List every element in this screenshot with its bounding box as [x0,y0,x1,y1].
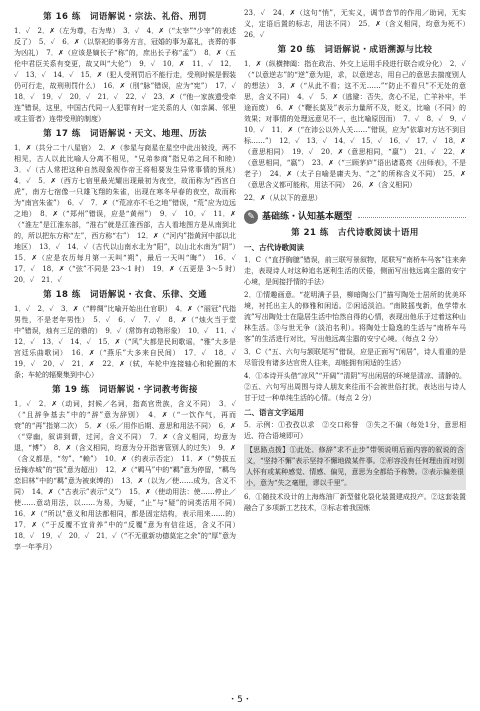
section-title: 第 21 练 古代诗歌阅读十语用 [291,228,419,238]
answer-paragraph: 1．✓ 2．✓ 3．✗（“粹绸”比喻开始出仕官职） 4．✗（“丽冠”代指男性，不是老年男性） 5．✓ 6．✓ 7．✓ 8．✗（“烛火当于堂中”错误，烛有三足的鼎的） 9．✓（常饰有动物形象） 10．✓ 11．✓ 12．✓ 13．✓ 14．✓ 15．✗（“风”大都是民间歌谣，“雅”大多是宫廷乐曲歌词） 16．✗（“燕乐”大多来自民间） 17．✓ 18．✓ 19．✓ 20．✓ 21．✗ 22．✗（轼，车轮中连接轴心和轮圈的木条；车轮的辐聚集到中心） [14,305,243,379]
answer-paragraph: 1．✓ 2．✗（左为尊，右为卑） 3．✓ 4．✗（“太宰”“少宰”的表述反了） 5．✓ 6．✗（以祭祀的事务方言，冠婚的事为嘉礼，丧葬的事为凶礼） 7．✗（应该是嫡长子“称”的，庶出长子称“孟”） 8．✗（五伦中君臣关系有变更，故又叫“大伦”） 9．✓ 10．✗ 11．✓ 12．✓ 13．✓ 14．✓ 15．✗（犯人受刑罚后不能行走，受刑时候是假装仍可行走，故刑刑罚什么） 16．✗（刖“脉”错误，应为“宪”） 17．✓ 18．✓ 19．✓ 20．✓ 21．✓ 22．✓ 23．✗（“他一家族遗受牵连”错误，这里，中国古代同一人犯罪有时一定关系的人（如亲属、邻里或主管者）连带受刑的制度） [14,27,243,123]
answer-paragraph: 6．①随技术设计的上海炼油厂新型催化裂化装置建成投产。②这套装置融合了多项新工艺技术，③标志着我国炼 [244,493,466,512]
answer-paragraph: 2．①情趣画意。“花明满子县，柳暗陶公门”描写陶处士居所的优美环境，衬托出主人的修雅和闲适。②闲适淡泊。“南陂摇曳新，鱼学带水流”写出陶处士在隐居生活中怡然自得的心情，表现出他乐于过着这种山林生活。③与世无争（淡泊名利）。将陶处士隐逸的生活与“南桥车马客”的生活进行对比，写出他远离尘嚣的安宁心境。（每点 2 分） [244,291,466,343]
answer-paragraph: 1．✗（纵横捭阖：指在政治、外交上运用手段进行联合或分化） 2．✓（“以意逆志”的“逆”意为迎，求，以意逆志，用自己的意思去揣度别人的想法） 3．✗（“从此不看；这不无……”“防止不看只”不无处的意思，含义不同） 4．✓ 5．✗（逃避：否失，贪心不足，亡羊补牢，半途而废） 6．✗（“鞭长莫及”表示力量所不及，贬义，比喻（不同）的效果；对事情的处理远意见不一，也比喻原因而） 7．✓ 8．✓ 9．✓ 10．✓ 11．✗（“在沛公以外人关……”错误，应为”依靠对方达不到目标……”） 12．✓ 13．✓ 14．✓ 15．✓ 16．✓ 17．✓ 18．✗（意思相同） 19．✓ 20．✗（意思相同，“嬴”） 21．✓ 22．✗（意思相同，“嬴”） 23．✗（“三顾茅庐”语出诸葛亮《出师表》，不是老子） 24．✗（太子自喻是庸夫为、“之”的所称含义不同） 25．✗（意思含义都可能称，用法不同） 26．✗（含义相同） [244,60,473,189]
book-icon: ✎ [244,210,258,224]
answer-paragraph: 22．✗（从以下的意思） [244,194,322,202]
answer-paragraph: 4．①本诗开头借“凉风”“开阔”“清阴”写出闲居的环境是清凉、清静的。②五、六句写出周围与诗人朋友来往而不会被世俗打扰，表达出与诗人甘于过一种单纯生活的心情。（每点 2 分） [244,372,466,402]
answer-paragraph: 1．✓ 2．✗（动词，封候／名词，指高官贵族，含义不同） 3．✓（“且辞争基去”中的“辞”意为辞别） 4．✗（“一饮作气，再而衰”的“再”指第二次） 5．✗（乐／用作后期、意思和用法不同） 6．✗（“穿幽，叙讲到谓，过河，含义不同） 7．✗（含义相同，均意为退，“博”） 8．✗（含义相同，均意为分开指害管别人的过失） 9．✗（含义都是，“勿”、“赖”） 10．✗（约表示否定） 11．✗（“势拔五岳掩赤城”的“拔”意为超出） 12．✗（“羁马”中的“羁”意为停留，“羁鸟恋旧林”中的“羁”意为被束缚的） 13．✗（以为／使……成为，含义不同） 14．✗（“古表示”表示“义”） 15．✗（使动用法：使……停止／使……意动用法，以……为易，为疑，“止”与“疑”的词类活用不同） 16．✗（“所以”意义和用法都相同，都是固定结构，表示用来……的） 17．✗（“于反覆不宜肯养”中的“反覆”意为有信往返，含义不同） 18．✓ 19．✓ 20．✓ 21．✓（“不无重新功德莫定之余”的“厚”意为享一年季月） [14,400,243,551]
divider [358,217,466,218]
section-title: 第 17 练 词语解说・天文、地理、历法 [43,129,207,139]
section-21 [244,228,466,514]
answer-paragraph: 3．C（“五、六句与颔联尾写”错误，应是正面写“闲居”，诗人看重的是尽管没有诸多达官贵人往来，却能拥有闲适的生活） [244,348,466,367]
section-19 [14,385,243,553]
section-title: 第 19 练 词语解说・字词教考街接 [52,385,198,395]
section-16 [14,12,243,125]
section-20 [244,45,473,204]
section-17 [14,129,243,286]
answer-paragraph: 1．✗（共分二十八星宿） 2．✗（参星与商星在星空中此出彼没，两不相见，古人以此比喻人分离不相见，“兄弟参商”指兄弟之间不和睦） 3．✓（古人常把这种自然现象视作帝王将相要发生异常事情的预兆） 4．✓ 5．✗（西方七宿里最光耀出现最初为夜空，故而称为“西宫白虎”，南方七宿像一只雄飞翔的朱雀，出现在寒冬早春的夜空，故而称为“南宫朱雀”） 6．✓ 7．✗（“荒凉亦不毛之地”错误，“荒”应为边远之地） 8．✗（“郑州”错误，应是“黄州”） 9．✓ 10．✓ 11．✗（“淮左”是江淮东部，“淮右”就是江淮西部，古人看地图方是从南到北的，所以把东方称“左”，西方称“右”） 12．✗（“河内”指黄河中部以北地区） 13．✓ 14．✓（古代以山南水北为“阳”，以山北水南为“阴”） 15．✗（应是农历每月第一天叫“朔”，最后一天叫“晦”） 16．✓ 17．✓ 18．✗（“弦”不同是 23～1 时） 19．✗（五更是 3～5 时） 20．✓ 21．✓ [14,144,243,284]
answer-paragraph: 5．示例：①孜孜以求 ②交口称誉 ③失之不偏（每处1分，意思相近、符合语境即可） [244,421,466,440]
section-title: 第 20 练 词语解说・成语溯源与比较 [277,45,433,55]
left-column [14,8,243,555]
answer-paragraph: 23．✓ 24．✗（这句“悄”，无实义，调节音节的作用／助词，无实义，定语后置的标志，用法不同） 25．✗（含义相同，均意为死不） 26．✓ [244,9,473,39]
answer-paragraph: 1．C（“直抒胸臆”错误，前三联写景叙物，尾联写“南桥车马客”往来奔走，表现诗人对这种追名逐利生活的厌倦，侧面写出他远离尘嚣的安宁心境，是间接抒情的手法） [244,256,466,286]
banner-label: 基础练・认知基本题型 [262,211,353,222]
section-title: 第 16 练 词语解说・宗法、礼俗、刑罚 [43,12,207,22]
section-title: 第 18 练 词语解说・衣食、乐律、交通 [43,290,207,300]
page-number: ・5・ [228,695,252,705]
subsection-heading: 一、古代诗歌阅读 [244,243,304,252]
section-18 [14,290,243,381]
subsection-heading: 二、语言文字运用 [244,408,304,417]
right-column [244,8,473,516]
hint-note: 【思路点拨】①此处、修辞”求不止步”带领说明后面内容的叙说的含义，“坚持不懈”表示坚持不懈地做某件事。②形容没有任何理由而对别人怀有或某种感觉、情感、偏见，意思为全都给予称赞。③表示偏差很小，意为“失之毫厘，谬以千里”。 [244,444,466,490]
basic-practice-banner [244,210,466,224]
